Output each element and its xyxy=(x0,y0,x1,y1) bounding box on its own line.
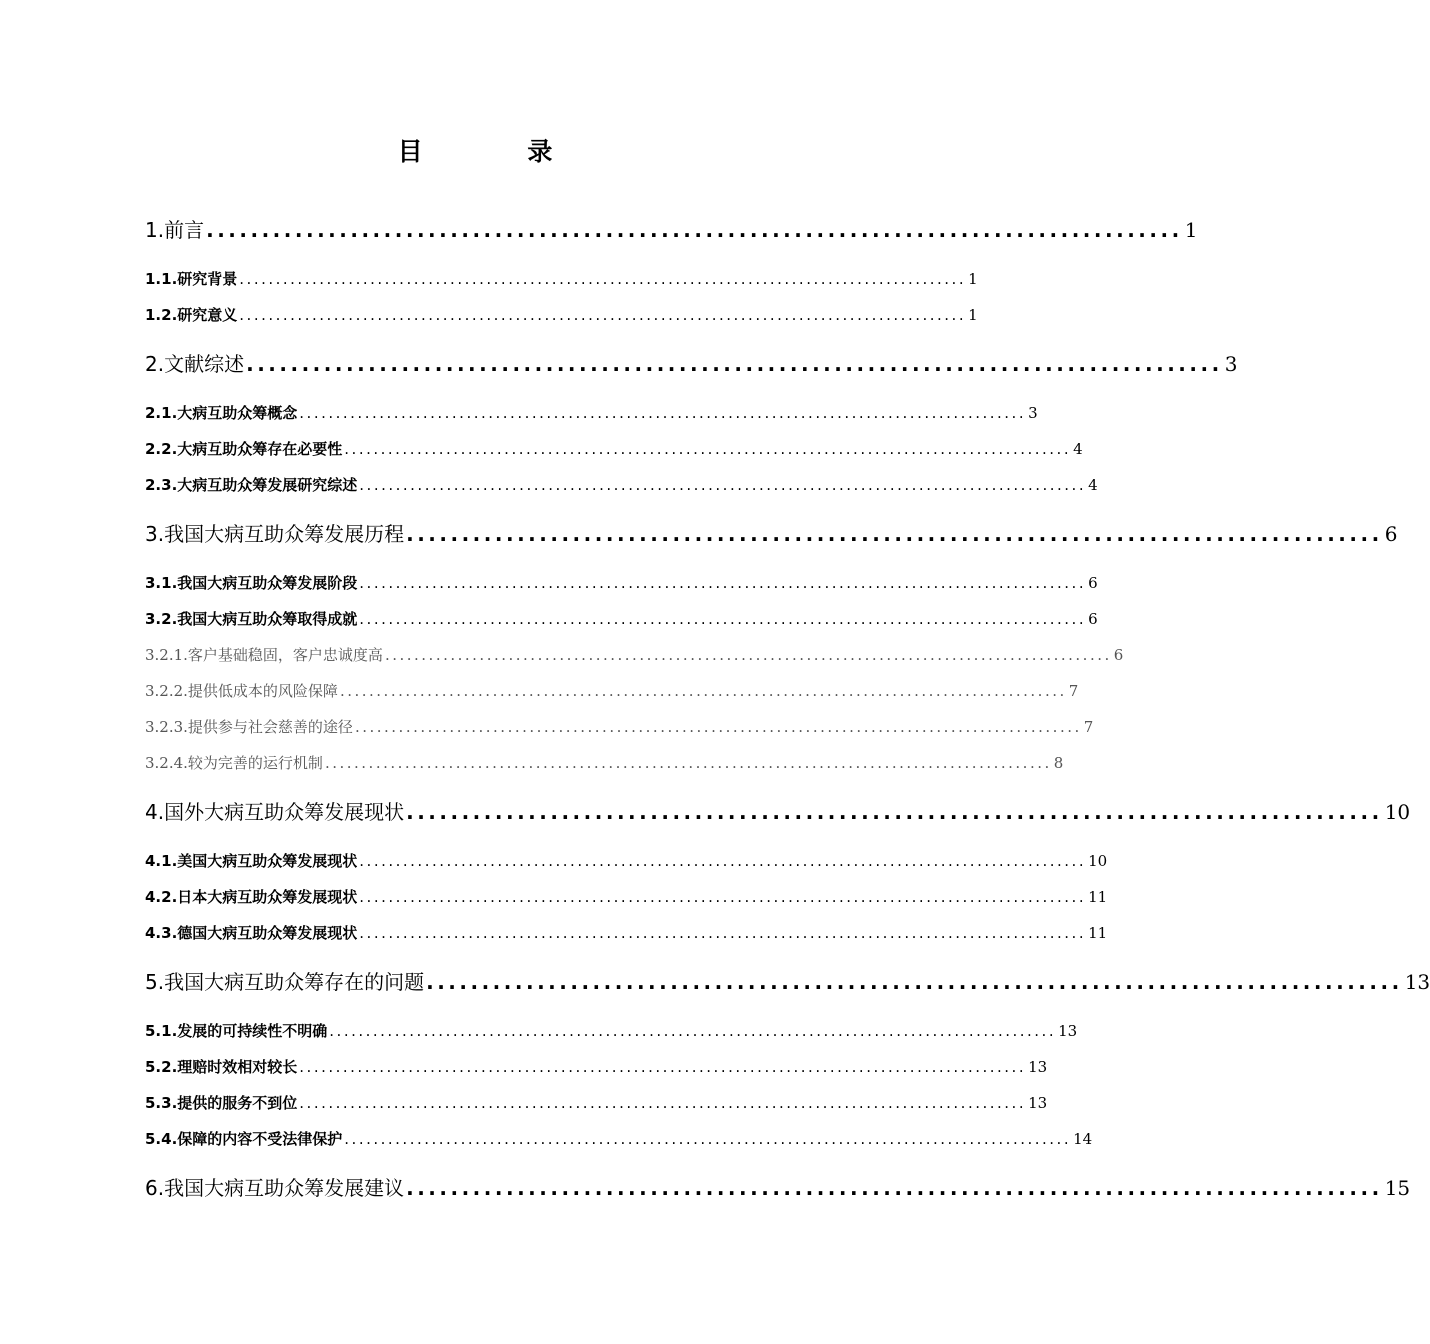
toc-entry-label: 2.1.大病互助众筹概念 xyxy=(145,404,298,422)
toc-entry-page: 15 xyxy=(1384,1176,1411,1200)
toc-leader-dots: ........................................................................................ xyxy=(426,970,1403,994)
toc-entry-label: 3.2.3.提供参与社会慈善的途径 xyxy=(145,718,353,736)
toc-leader-dots: .................................................................................................... xyxy=(344,440,1072,458)
toc-entry-page: 8 xyxy=(1053,754,1064,772)
toc-entry-label: 5.我国大病互助众筹存在的问题 xyxy=(145,970,425,994)
toc-entry-label: 4.2.日本大病互助众筹发展现状 xyxy=(145,888,358,906)
toc-entry-page: 1 xyxy=(1184,218,1198,242)
toc-entry-page: 10 xyxy=(1088,852,1108,870)
toc-leader-dots: ........................................................................................ xyxy=(406,522,1383,546)
toc-entry[interactable] xyxy=(145,348,1238,377)
toc-entry-label: 5.1.发展的可持续性不明确 xyxy=(145,1022,328,1040)
toc-leader-dots: .................................................................................................... xyxy=(299,1058,1027,1076)
toc-leader-dots: .................................................................................................... xyxy=(359,852,1087,870)
toc-entry[interactable] xyxy=(145,680,1079,701)
toc-leader-dots: .................................................................................................... xyxy=(359,924,1087,942)
toc-entry-page: 11 xyxy=(1088,924,1108,942)
toc-entry-page: 13 xyxy=(1404,970,1430,994)
toc-entry-label: 5.4.保障的内容不受法律保护 xyxy=(145,1130,343,1148)
toc-entry-page: 13 xyxy=(1058,1022,1078,1040)
toc-entry-label: 1.1.研究背景 xyxy=(145,270,238,288)
toc-leader-dots: ........................................................................................ xyxy=(406,1176,1383,1200)
toc-leader-dots: ........................................................................................ xyxy=(406,800,1383,824)
toc-entry[interactable] xyxy=(145,716,1094,737)
toc-leader-dots: .................................................................................................... xyxy=(359,476,1087,494)
toc-entry-page: 10 xyxy=(1384,800,1411,824)
toc-entry[interactable] xyxy=(145,1128,1093,1149)
toc-leader-dots: .................................................................................................... xyxy=(299,404,1027,422)
toc-entry-label: 3.我国大病互助众筹发展历程 xyxy=(145,522,405,546)
toc-leader-dots: .................................................................................................... xyxy=(354,718,1082,736)
toc-entry[interactable] xyxy=(145,886,1108,907)
toc-entry-page: 13 xyxy=(1028,1094,1048,1112)
toc-leader-dots: .................................................................................................... xyxy=(359,888,1087,906)
toc-entry-label: 4.1.美国大病互助众筹发展现状 xyxy=(145,852,358,870)
toc-leader-dots: ........................................................................................ xyxy=(246,352,1223,376)
toc-entry[interactable] xyxy=(145,438,1083,459)
toc-leader-dots: ........................................................................................ xyxy=(206,218,1183,242)
toc-entry-label: 3.2.我国大病互助众筹取得成就 xyxy=(145,610,358,628)
toc-entry[interactable] xyxy=(145,922,1108,943)
toc-entry-page: 6 xyxy=(1384,522,1398,546)
toc-entry-label: 2.文献综述 xyxy=(145,352,245,376)
toc-entry[interactable] xyxy=(145,572,1098,593)
toc-entry-page: 14 xyxy=(1073,1130,1093,1148)
toc-leader-dots: .................................................................................................... xyxy=(299,1094,1027,1112)
toc-leader-dots: .................................................................................................... xyxy=(239,306,967,324)
toc-entry-page: 3 xyxy=(1028,404,1038,422)
toc-entry[interactable] xyxy=(145,1020,1078,1041)
toc-entry[interactable] xyxy=(145,214,1198,243)
toc-entry-label: 3.1.我国大病互助众筹发展阶段 xyxy=(145,574,358,592)
toc-entry[interactable] xyxy=(145,850,1108,871)
toc-entry-label: 2.2.大病互助众筹存在必要性 xyxy=(145,440,343,458)
toc-entry-page: 13 xyxy=(1028,1058,1048,1076)
toc-entry-page: 11 xyxy=(1088,888,1108,906)
toc-entry-page: 6 xyxy=(1113,646,1124,664)
toc-entry[interactable] xyxy=(145,608,1098,629)
toc-entry[interactable] xyxy=(145,644,1124,665)
toc-leader-dots: .................................................................................................... xyxy=(344,1130,1072,1148)
toc-entry-label: 3.2.4.较为完善的运行机制 xyxy=(145,754,323,772)
toc-entry-label: 2.3.大病互助众筹发展研究综述 xyxy=(145,476,358,494)
toc-entry[interactable] xyxy=(145,304,978,325)
toc-entry-label: 1.前言 xyxy=(145,218,205,242)
toc-entry-page: 7 xyxy=(1083,718,1094,736)
page-title: 目 录 xyxy=(397,137,601,166)
toc-entry-page: 6 xyxy=(1088,574,1098,592)
toc-leader-dots: .................................................................................................... xyxy=(324,754,1052,772)
toc-leader-dots: .................................................................................................... xyxy=(339,682,1067,700)
toc-entry[interactable] xyxy=(145,1172,1411,1201)
toc-entry-page: 4 xyxy=(1088,476,1098,494)
toc-entry[interactable] xyxy=(145,966,1430,995)
toc-entry[interactable] xyxy=(145,402,1038,423)
toc-entry[interactable] xyxy=(145,474,1098,495)
toc-leader-dots: .................................................................................................... xyxy=(239,270,967,288)
toc-entry[interactable] xyxy=(145,1092,1048,1113)
toc-entry-page: 1 xyxy=(968,270,978,288)
toc-entry-page: 3 xyxy=(1224,352,1238,376)
toc-entry[interactable] xyxy=(145,518,1398,547)
toc-entry-label: 1.2.研究意义 xyxy=(145,306,238,324)
toc-entry-label: 3.2.1.客户基础稳固，客户忠诚度高 xyxy=(145,646,383,664)
toc-entry-page: 1 xyxy=(968,306,978,324)
toc-entry-label: 4.3.德国大病互助众筹发展现状 xyxy=(145,924,358,942)
toc-entry[interactable] xyxy=(145,268,978,289)
toc-leader-dots: .................................................................................................... xyxy=(359,574,1087,592)
toc-entry-label: 5.2.理赔时效相对较长 xyxy=(145,1058,298,1076)
toc-entry-page: 7 xyxy=(1068,682,1079,700)
toc-entry[interactable] xyxy=(145,796,1411,825)
toc-leader-dots: .................................................................................................... xyxy=(359,610,1087,628)
toc-leader-dots: .................................................................................................... xyxy=(329,1022,1057,1040)
toc-entry[interactable] xyxy=(145,1056,1048,1077)
toc-entry[interactable] xyxy=(145,752,1064,773)
toc-entry-label: 3.2.2.提供低成本的风险保障 xyxy=(145,682,338,700)
toc-entry-label: 4.国外大病互助众筹发展现状 xyxy=(145,800,405,824)
toc-entry-label: 5.3.提供的服务不到位 xyxy=(145,1094,298,1112)
toc-entry-page: 6 xyxy=(1088,610,1098,628)
toc-entry-page: 4 xyxy=(1073,440,1083,458)
toc-leader-dots: .................................................................................................... xyxy=(384,646,1112,664)
toc-entry-label: 6.我国大病互助众筹发展建议 xyxy=(145,1176,405,1200)
